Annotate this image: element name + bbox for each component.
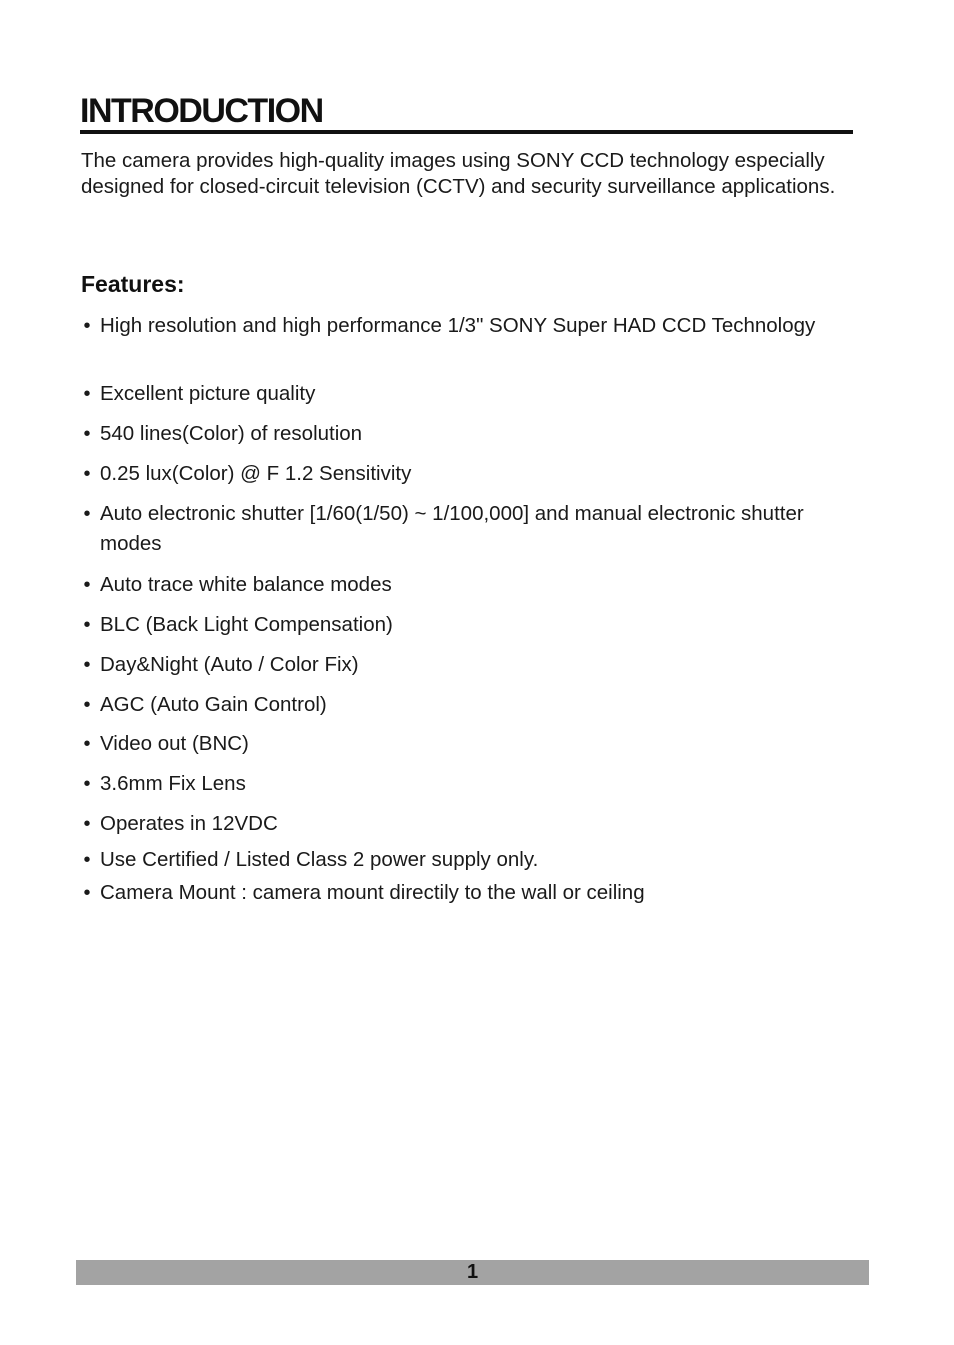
page-title: INTRODUCTION — [80, 92, 323, 130]
feature-text: 0.25 lux(Color) @ F 1.2 Sensitivity — [100, 462, 412, 485]
page-footer-bar — [76, 1260, 869, 1285]
feature-text: Excellent picture quality — [100, 382, 316, 405]
bullet-icon: • — [83, 315, 91, 337]
feature-item — [78, 690, 818, 720]
bullet-icon: • — [83, 773, 91, 795]
bullet-icon: • — [83, 694, 91, 716]
feature-item — [78, 845, 818, 875]
feature-item — [78, 650, 818, 680]
feature-item — [78, 809, 818, 839]
feature-item — [78, 769, 818, 799]
feature-text: Camera Mount : camera mount directily to the wall or ceiling — [100, 881, 645, 904]
feature-item — [78, 419, 818, 449]
bullet-icon: • — [83, 733, 91, 755]
feature-item — [78, 311, 818, 341]
feature-item — [78, 729, 818, 759]
features-heading: Features: — [81, 271, 185, 297]
bullet-icon: • — [83, 654, 91, 676]
bullet-icon: • — [83, 383, 91, 405]
feature-text: High resolution and high performance 1/3" SONY Super HAD CCD Technology — [100, 314, 816, 337]
bullet-icon: • — [83, 463, 91, 485]
bullet-icon: • — [83, 503, 91, 525]
feature-item — [78, 499, 818, 559]
feature-text: Video out (BNC) — [100, 732, 249, 755]
feature-item — [78, 570, 818, 600]
feature-text: AGC (Auto Gain Control) — [100, 693, 327, 716]
feature-text: 540 lines(Color) of resolution — [100, 422, 363, 445]
intro-paragraph: The camera provides high-quality images using SONY CCD technology especially designed for closed-circuit television (CCTV) and security surveillance applications. — [81, 149, 836, 198]
bullet-icon: • — [83, 614, 91, 636]
feature-item — [78, 379, 818, 409]
bullet-icon: • — [83, 813, 91, 835]
feature-text: Use Certified / Listed Class 2 power supply only. — [100, 848, 539, 871]
feature-item — [78, 610, 818, 640]
feature-item — [78, 878, 818, 908]
feature-text: Day&Night (Auto / Color Fix) — [100, 653, 359, 676]
bullet-icon: • — [83, 423, 91, 445]
feature-text: Auto trace white balance modes — [100, 573, 392, 596]
page-number: 1 — [466, 1261, 479, 1283]
feature-text: Operates in 12VDC — [100, 812, 278, 835]
bullet-icon: • — [83, 882, 91, 904]
feature-text: BLC (Back Light Compensation) — [100, 613, 393, 636]
feature-text: 3.6mm Fix Lens — [100, 772, 246, 795]
bullet-icon: • — [83, 849, 91, 871]
feature-text: Auto electronic shutter [1/60(1/50) ~ 1/100,000] and manual electronic shutter modes — [100, 502, 804, 555]
feature-item — [78, 459, 818, 489]
bullet-icon: • — [83, 574, 91, 596]
